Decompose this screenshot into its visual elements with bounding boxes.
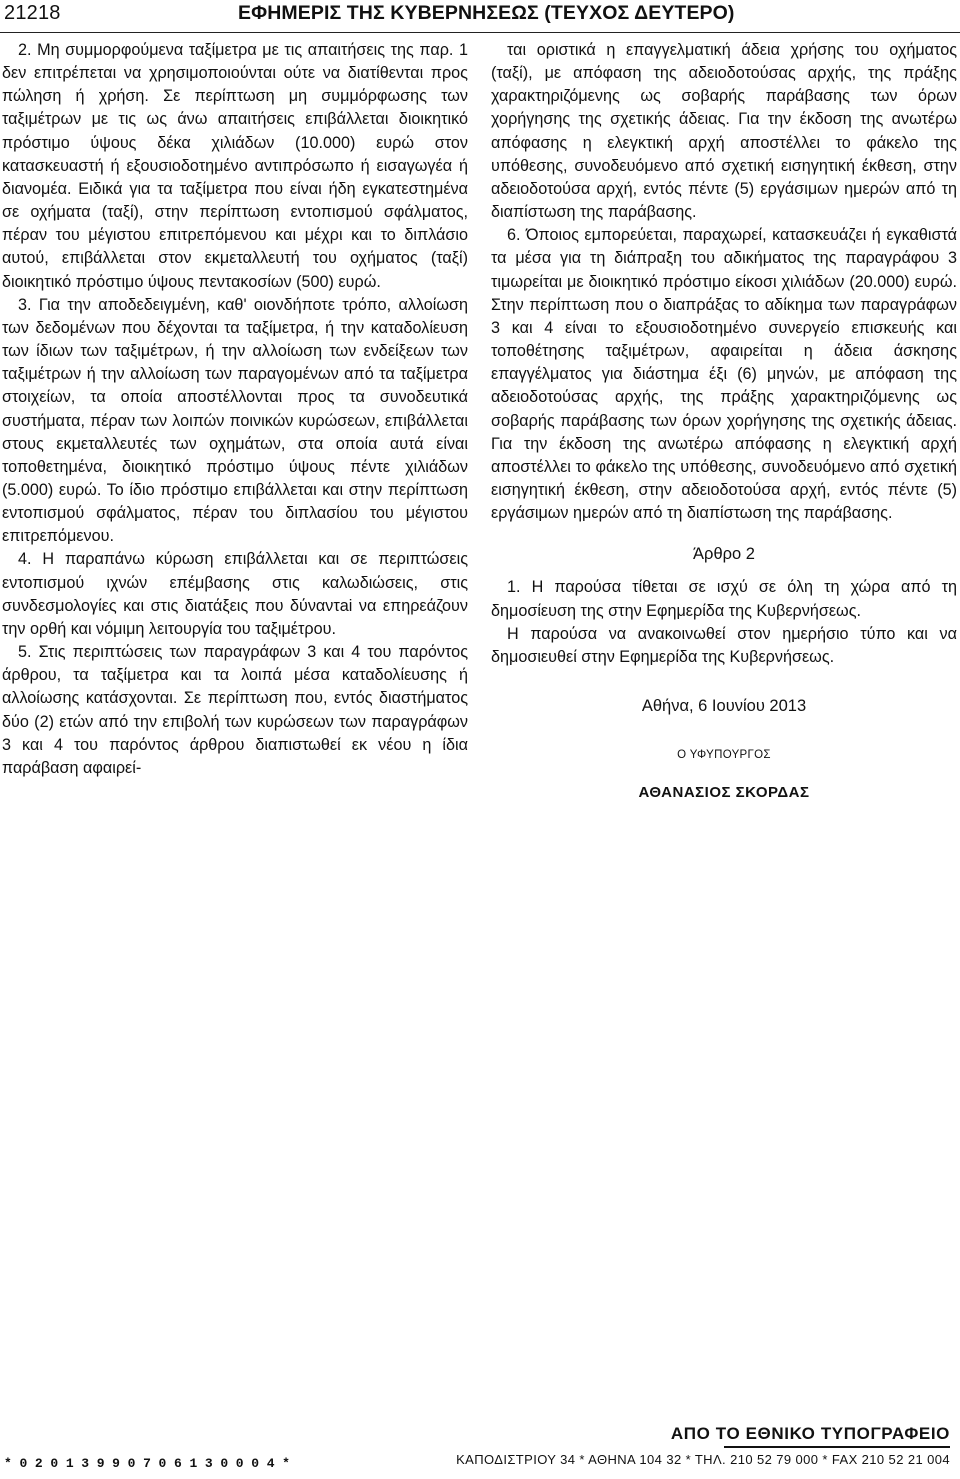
paragraph-2: 2. Μη συμμορφούμενα ταξίμετρα με τις απαιτήσεις της παρ. 1 δεν επιτρέπεται να χρησιμοποιούνται ούτε να διατίθενται προς πώληση ή χρήση. Σε περίπτωση μη συμμόρφωσης των ταξιμέτρων με τις ως άνω απαιτήσεις επιβάλλεται διοικητικό πρόστιμο ύψους δέκα χιλιάδων (10.000) ευρώ στον κατασκευαστή ή εξουσιοδοτημένο αντιπρόσωπο ή εισαγωγέα ή διανομέα. Ειδικά για τα ταξίμετρα που είναι ήδη εγκατεστημένα σε οχήματα (ταξί), στην περίπτωση εντοπισμού σφάλματος, πέραν του μέγιστου επιτρεπόμενου και μέχρι και το διπλάσιο αυτού, επιβάλλεται στον εκμεταλλευτή του οχήματος (ταξί) διοικητικό πρόστιμο ύψους πεντακοσίων (500) ευρώ. [2, 41, 468, 291]
barcode-char: 0 [127, 1455, 136, 1471]
page-header [0, 0, 960, 30]
barcode-char: 3 [204, 1455, 213, 1471]
signing-date: Αθήνα, 6 Ιουνίου 2013 [641, 697, 807, 716]
barcode-char: * [4, 1455, 12, 1471]
barcode-char: 1 [189, 1455, 198, 1471]
barcode-char: 0 [19, 1455, 28, 1471]
left-column [2, 39, 468, 780]
barcode-char: 1 [65, 1455, 74, 1471]
barcode-char: 0 [158, 1455, 167, 1471]
barcode-char: 0 [235, 1455, 244, 1471]
barcode-char: * [282, 1455, 290, 1471]
barcode-char: 0 [220, 1455, 229, 1471]
paragraph-5: 5. Στις περιπτώσεις των παραγράφων 3 και 4 του παρόντος άρθρου, τα ταξίμετρα και τα λοιπά μέσα καταδολίευσης ή αλλοίωσης κατάσχονται. Σε περίπτωση που, εντός διαστήματος δύο (2) ετών από την επιβολή των κυρώσεων των παραγράφων 3 και 4 του παρόντος άρθρου διαπιστωθεί εκ νέου η ίδια παράβαση αφαιρεί- [2, 643, 468, 777]
barcode-char: 7 [143, 1455, 151, 1471]
barcode-char: 9 [112, 1455, 120, 1471]
barcode-char: 4 [266, 1455, 275, 1471]
signer-name: ΑΘΑΝΑΣΙΟΣ ΣΚΟΡΔΑΣ [638, 784, 810, 802]
header-divider [0, 32, 960, 33]
barcode-char: 6 [173, 1455, 182, 1471]
article-2-paragraph-2: Η παρούσα να ανακοινωθεί στον ημερήσιο τύπο και να δημοσιευθεί στην Εφημερίδα της Κυβερνήσεως. [491, 624, 957, 666]
barcode-char: 9 [96, 1455, 105, 1471]
publisher-address: ΚΑΠΟΔΙΣΤΡΙΟΥ 34 * ΑΘΗΝΑ 104 32 * ΤΗΛ. 210 52 79 000 * FAX 210 52 21 004 [456, 1452, 950, 1467]
publisher-brand: ΑΠΟ ΤΟ ΕΘΝΙΚΟ ΤΥΠΟΓΡΑΦΕΙΟ [670, 1424, 950, 1443]
signer-role: Ο ΥΦΥΠΟΥΡΓΟΣ [677, 749, 771, 762]
barcode-char: 2 [34, 1455, 43, 1471]
barcode-char: 3 [81, 1455, 90, 1471]
gazette-title: ΕΦΗΜΕΡΙΣ ΤΗΣ ΚΥΒΕΡΝΗΣΕΩΣ (ΤΕΥΧΟΣ ΔΕΥΤΕΡΟ) [238, 2, 735, 24]
footer-divider [724, 1446, 950, 1448]
page-number: 21218 [4, 2, 61, 24]
paragraph-3: 3. Για την αποδεδειγμένη, καθ' οιονδήποτε τρόπο, αλλοίωση των δεδομένων που δέχονται τα ταξίμετρα, ή την καταδολίευση των ίδιων των ταξιμέτρων, ή την αλλοίωση των ενδείξεων των ταξιμέτρων ή την αλλοίωση των παραγομένων από τα ταξίμετρα στοιχείων, τα οποία αποστέλλονται προς τα συνοδευτικά συστήματα, πέραν των λοιπών ποινικών κυρώσεων, επιβάλλεται στους εκμεταλλευτές των οχημάτων, στα οποία αυτά είναι τοποθετημένα, διοικητικό πρόστιμο ύψους πέντε χιλιάδων (5.000) ευρώ. Το ίδιο πρόστιμο επιβάλλεται και στην περίπτωση εντοπισμού σφάλματος, πέραν του διπλασίου του μέγιστου επιτρεπόμενου. [2, 295, 468, 546]
right-column [491, 39, 957, 805]
article-title: Άρθρο 2 [693, 545, 755, 564]
barcode-char: 0 [251, 1455, 260, 1471]
paragraph-4: 4. Η παραπάνω κύρωση επιβάλλεται και σε περιπτώσεις εντοπισμού ιχνών επέμβασης στις καλωδιώσεις, στις συνδεσμολογίες και στις διατάξεις που δύναντai να επηρεάζουν την ορθή και νόμιμη λειτουργία του ταξιμέτρου. [2, 550, 468, 638]
paragraph-5-continued: ται οριστικά η επαγγελματική άδεια χρήσης του οχήματος (ταξί), με απόφαση της αδειοδοτούσας αρχής, της πράξης χαρακτηριζόμενης ως σοβαρής παράβασης των όρων χορήγησης της σχετικής άδειας. Για την έκδοση της ανωτέρω απόφασης η ελεγκτική αρχή αποστέλλει το φάκελο της υπόθεσης, συνοδευόμενο από σχετική εισηγητική έκθεση, στην αδειοδοτούσα αρχή, εντός πέντε (5) εργάσιμων ημερών από τη διαπίστωση της παράβασης. [491, 41, 957, 222]
barcode-char: 0 [50, 1455, 59, 1471]
barcode [4, 1452, 290, 1474]
paragraph-6: 6. Όποιος εμπορεύεται, παραχωρεί, κατασκευάζει ή εγκαθιστά τα μέσα για τη διάπραξη του αδικήματος της παραγράφου 3 τιμωρείται με διοικητικό πρόστιμο είκοσι χιλιάδων (20.000) ευρώ. Στην περίπτωση που ο διαπράξας το αδίκημα των παραγράφων 3 και 4 είναι το εξουσιοδοτημένο συνεργείο επισκευής και τοποθέτησης ταξιμέτρων, αφαιρείται η άδεια άσκησης επαγγέλματος για διάστημα έξι (6) μηνών, με απόφαση της αδειοδοτούσας αρχής, της πράξης χαρακτηριζόμενης ως σοβαρής παράβασης των όρων χορήγησης της σχετικής άδειας. Για την έκδοση της ανωτέρω απόφασης η ελεγκτική αρχή αποστέλλει το φάκελο της υπόθεσης, συνοδευόμενο από σχετική εισηγητική έκθεση, στην αδειοδοτούσα αρχή, εντός πέντε (5) εργάσιμων ημερών από τη διαπίστωση της παράβασης. [491, 226, 957, 523]
article-2-paragraph-1: 1. Η παρούσα τίθεται σε ισχύ σε όλη τη χώρα από τη δημοσίευση της στην Εφημερίδα της Κυβερνήσεως. [491, 578, 957, 620]
